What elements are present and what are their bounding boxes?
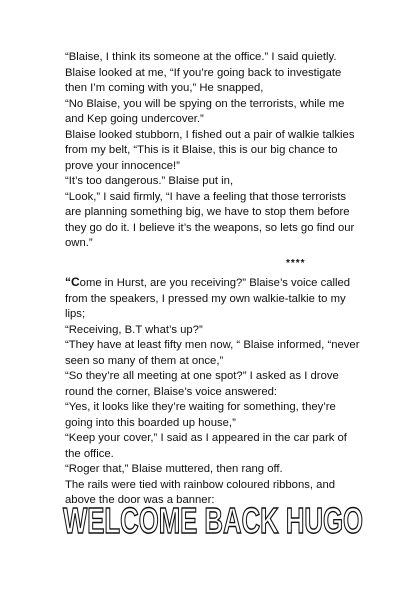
paragraph: “So they’re all meeting at one spot?” I asked as I drove round the corner, Blaise’s voice answered: <box>65 370 339 398</box>
paragraph: The rails were tied with rainbow coloured ribbons, and above the door was a banner: <box>65 478 336 506</box>
drop-cap: “C <box>65 275 80 289</box>
paragraph <box>65 275 365 323</box>
paragraph: “Blaise, I think its someone at the office.” I said quietly. <box>65 51 337 63</box>
text-section-two <box>65 275 365 509</box>
paragraph: “Roger that,” Blaise muttered, then rang off. <box>65 463 283 475</box>
paragraph: “No Blaise, you will be spying on the terrorists, while me and Kep going undercover.” <box>65 97 345 125</box>
paragraph: “Receiving, B.T what’s up?” <box>65 323 203 336</box>
paragraph-text: ome in Hurst, are you receiving?” Blaise’s voice called from the speakers, I pressed my own walkie-talkie to my lips; <box>65 277 351 320</box>
welcome-banner <box>60 502 366 538</box>
paragraph: “It’s too dangerous.” Blaise put in, <box>65 175 234 187</box>
text-section-one <box>65 50 365 252</box>
paragraph: “Keep your cover,” I said as I appeared in the car park of the office. <box>65 432 347 460</box>
banner-text: WELCOME BACK HUGO <box>63 502 363 538</box>
paragraph: “Yes, it looks like they’re waiting for something, they’re going into this boarded up house,” <box>65 401 336 429</box>
paragraph: “They have at least fifty men now, “ Blaise informed, “never seen so many of them at once,” <box>65 339 360 367</box>
paragraph: Blaise looked stubborn, I fished out a pair of walkie talkies from my belt, “This is it Blaise, this is our big chance to prove your innocence!” <box>65 128 355 172</box>
scene-break: **** <box>286 258 306 269</box>
paragraph: Blaise looked at me, “If you’re going back to investigate then I’m coming with you,” He snapped, <box>65 66 342 94</box>
paragraph: “Look,” I said firmly, “I have a feeling that those terrorists are planning something big, we have to stop them before they go do it. I believe it’s the weapons, so lets go find our own.” <box>65 190 355 249</box>
